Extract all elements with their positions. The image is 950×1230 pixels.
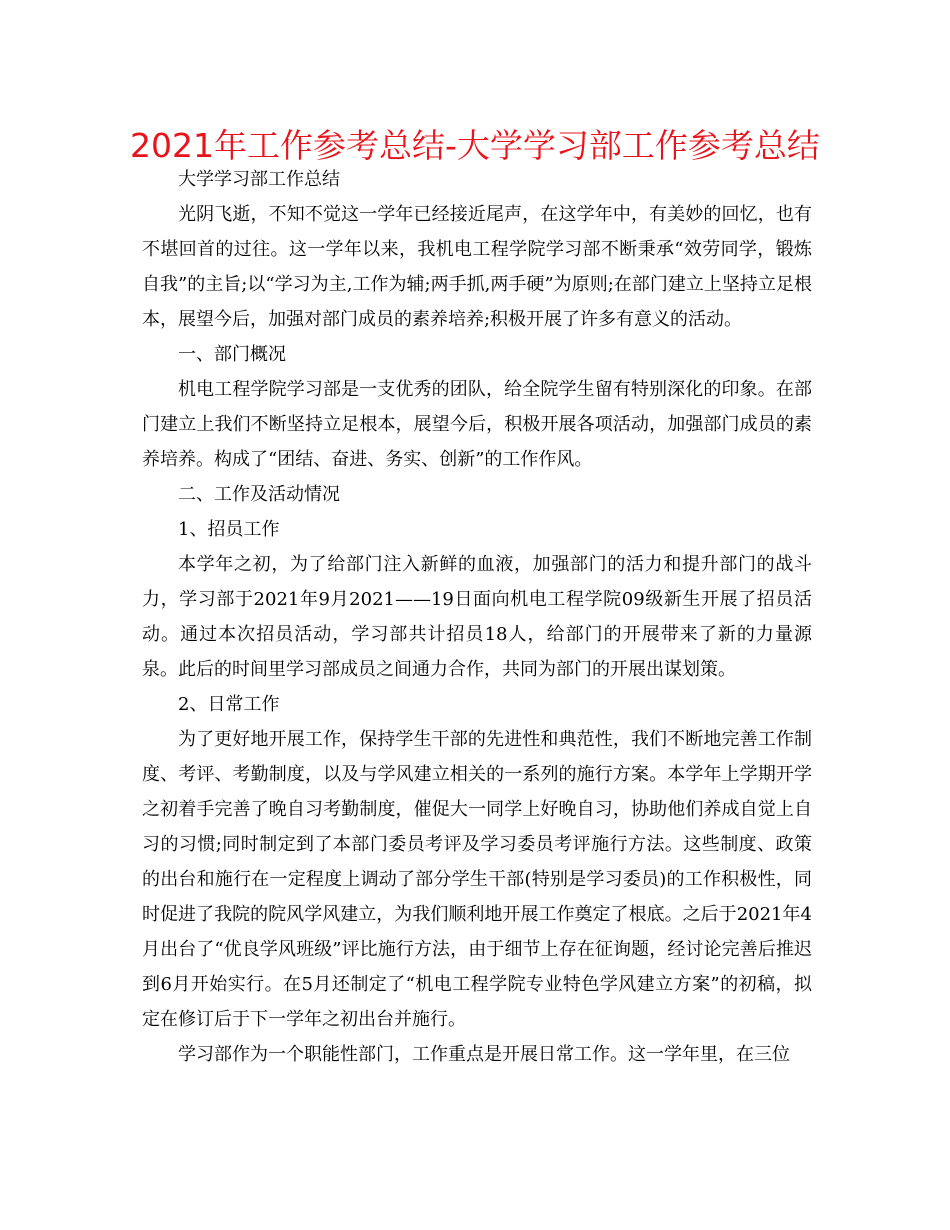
body-paragraph: 为了更好地开展工作，保持学生干部的先进性和典范性，我们不断地完善工作制度、考评、考勤制度，以及与学风建立相关的一系列的施行方案。本学年上学期开学之初着手完善了晚自习考勤制度，催促大一同学上好晚自习，协助他们养成自觉上自习的习惯;同时制定到了本部门委员考评及学习委员考评施行方法。这些制度、政策的出台和施行在一定程度上调动了部分学生干部(特别是学习委员)的工作积极性，同时促进了我院的院风学风建立，为我们顺利地开展工作奠定了根底。之后于2021年4月出台了“优良学风班级”评比施行方法，由于细节上存在征询题，经讨论完善后推迟到6月开始实行。在5月还制定了“机电工程学院专业特色学风建立方案”的初稿，拟定在修订后于下一学年之初出台并施行。	[142, 729, 812, 1030]
body-paragraph: 机电工程学院学习部是一支优秀的团队，给全院学生留有特别深化的印象。在部门建立上我们不断坚持立足根本，展望今后，积极开展各项活动，加强部门成员的素养培养。构成了“团结、奋进、务实、创新”的工作作风。	[142, 379, 812, 470]
document-title: 2021年工作参考总结-大学学习部工作参考总结	[130, 126, 820, 165]
section-heading: 二、工作及活动情况	[178, 484, 340, 505]
document-body	[142, 162, 812, 1072]
section-heading: 一、部门概况	[178, 344, 286, 365]
section-heading: 大学学习部工作总结	[178, 169, 340, 190]
subsection-heading: 1、招员工作	[178, 519, 280, 540]
body-paragraph: 本学年之初，为了给部门注入新鲜的血液，加强部门的活力和提升部门的战斗力，学习部于2021年9月2021——19日面向机电工程学院09级新生开展了招员活动。通过本次招员活动，学习部共计招员18人，给部门的开展带来了新的力量源泉。此后的时间里学习部成员之间通力合作，共同为部门的开展出谋划策。	[142, 554, 812, 680]
body-paragraph: 光阴飞逝，不知不觉这一学年已经接近尾声，在这学年中，有美妙的回忆，也有不堪回首的过往。这一学年以来，我机电工程学院学习部不断秉承“效劳同学，锻炼自我”的主旨;以“学习为主,工作为辅;两手抓,两手硬”为原则;在部门建立上坚持立足根本，展望今后，加强对部门成员的素养培养;积极开展了许多有意义的活动。	[142, 204, 812, 330]
body-paragraph: 学习部作为一个职能性部门，工作重点是开展日常工作。这一学年里，在三位	[178, 1044, 790, 1065]
subsection-heading: 2、日常工作	[178, 694, 280, 715]
